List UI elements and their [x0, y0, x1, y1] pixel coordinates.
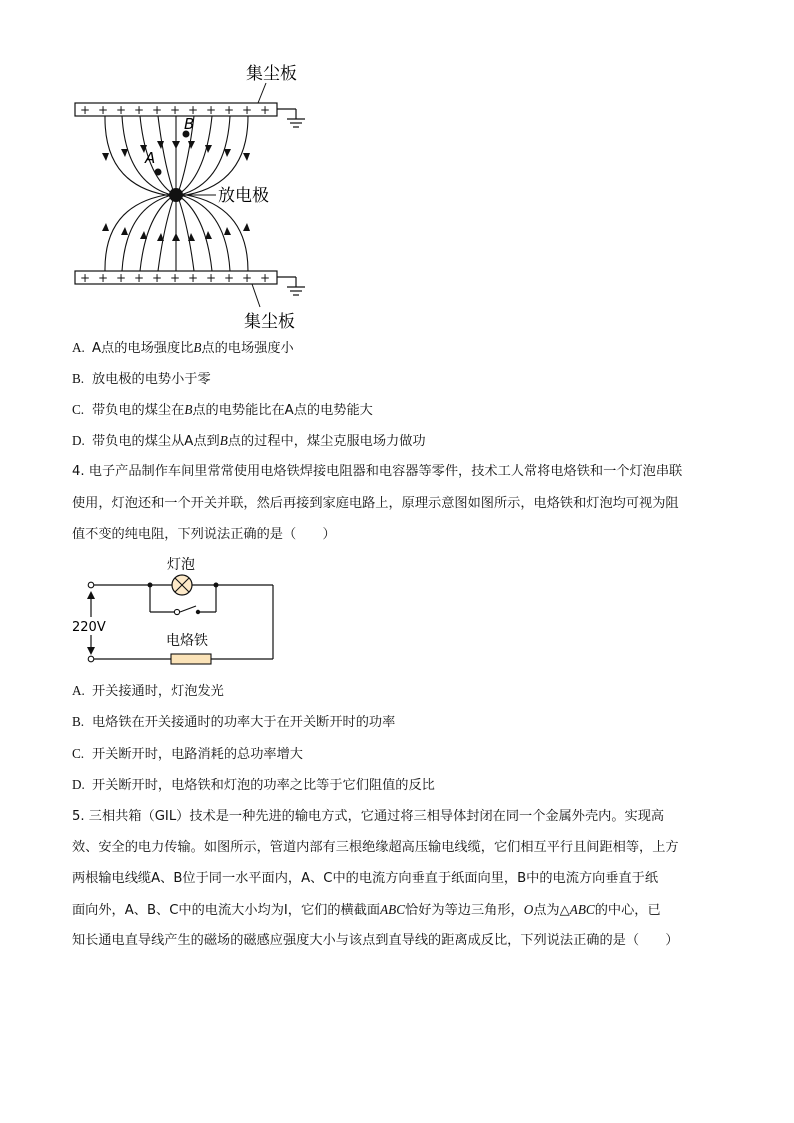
svg-text:+: +: [80, 103, 91, 117]
switch-contact-left: [174, 609, 179, 614]
iron-label: 电烙铁: [166, 633, 208, 649]
terminal-bottom: [88, 656, 94, 662]
circuit-diagram: [68, 555, 298, 670]
svg-text:+: +: [152, 103, 163, 117]
field-lines-top: [105, 116, 248, 196]
q5-stem-line-2: 效、安全的电力传输。如图所示，管道内部有三根绝缘超高压输电线缆，它们相互平行且间距相等，上方: [72, 840, 679, 855]
q4-option-a: A. 开关接通时，灯泡发光: [72, 683, 224, 699]
top-ground-symbol: [277, 109, 305, 127]
bulb-label: 灯泡: [167, 557, 195, 573]
q5-stem-line-3: 两根输电线缆A、B位于同一水平面内，A、C中的电流方向垂直于纸面向里，B中的电流方向垂直于纸: [72, 871, 659, 886]
svg-text:+: +: [206, 271, 217, 285]
soldering-iron-resistor: [171, 654, 211, 664]
svg-text:+: +: [260, 103, 271, 117]
q4-stem-line-2: 使用，灯泡还和一个开关并联，然后再接到家庭电路上，原理示意图如图所示，电烙铁和灯泡均可视为阻: [72, 496, 679, 511]
svg-text:+: +: [224, 103, 235, 117]
q5-stem-line-1: 5. 三相共箱（GIL）技术是一种先进的输电方式，它通过将三相导体封闭在同一个金属外壳内。实现高: [72, 809, 665, 824]
top-plate-charges: [80, 103, 270, 117]
svg-text:+: +: [188, 103, 199, 117]
bottom-plate-charges: [80, 271, 270, 285]
q5-stem-line-5: 知长通电直导线产生的磁场的磁感应强度大小与该点到直导线的距离成反比，下列说法正确的是（ ）: [72, 933, 679, 948]
terminal-top: [88, 582, 94, 588]
svg-text:+: +: [170, 271, 181, 285]
bulb-icon: [172, 575, 192, 595]
discharge-electrode: [169, 188, 183, 202]
svg-text:+: +: [98, 271, 109, 285]
q3-option-b: B. 放电极的电势小于零: [72, 371, 211, 387]
point-a-dot: [155, 169, 162, 176]
precipitator-figure: [60, 55, 380, 345]
svg-text:+: +: [242, 271, 253, 285]
svg-text:+: +: [170, 103, 181, 117]
q4-option-b: B. 电烙铁在开关接通时的功率大于在开关断开时的功率: [72, 714, 396, 730]
switch-contact-right: [196, 610, 200, 614]
point-a-label: A: [145, 149, 156, 167]
point-b-label: B: [184, 115, 195, 133]
svg-text:+: +: [116, 271, 127, 285]
q4-option-c: C. 开关断开时，电路消耗的总功率增大: [72, 746, 303, 762]
svg-text:+: +: [116, 103, 127, 117]
q4-option-d: D. 开关断开时，电烙铁和灯泡的功率之比等于它们阻值的反比: [72, 777, 435, 793]
q3-option-c: C. 带负电的煤尘在B点的电势能比在A点的电势能大: [72, 402, 373, 418]
top-plate-label: 集尘板: [246, 64, 297, 84]
q3-option-a: A. A点的电场强度比B点的电场强度小: [72, 340, 294, 356]
svg-text:+: +: [80, 271, 91, 285]
q5-stem-line-4: 面向外，A、B、C中的电流大小均为I，它们的横截面ABC恰好为等边三角形，O点为△ABC的中心，已: [72, 902, 661, 918]
svg-text:+: +: [152, 271, 163, 285]
q4-stem-line-1: 4. 电子产品制作车间里常常使用电烙铁焊接电阻器和电容器等零件，技术工人常将电烙铁和一个灯泡串联: [72, 464, 683, 479]
svg-text:+: +: [98, 103, 109, 117]
svg-text:+: +: [134, 271, 145, 285]
svg-text:+: +: [242, 103, 253, 117]
svg-text:+: +: [224, 271, 235, 285]
bottom-plate-label: 集尘板: [244, 312, 295, 332]
svg-text:+: +: [134, 103, 145, 117]
svg-text:+: +: [188, 271, 199, 285]
electrode-label: 放电极: [218, 186, 269, 206]
q3-option-d: D. 带负电的煤尘从A点到B点的过程中，煤尘克服电场力做功: [72, 433, 426, 449]
bottom-ground-symbol: [277, 277, 305, 295]
svg-text:+: +: [260, 271, 271, 285]
svg-text:+: +: [206, 103, 217, 117]
voltage-label: 220V: [72, 620, 106, 635]
q4-stem-line-3: 值不变的纯电阻，下列说法正确的是（ ）: [72, 527, 336, 542]
